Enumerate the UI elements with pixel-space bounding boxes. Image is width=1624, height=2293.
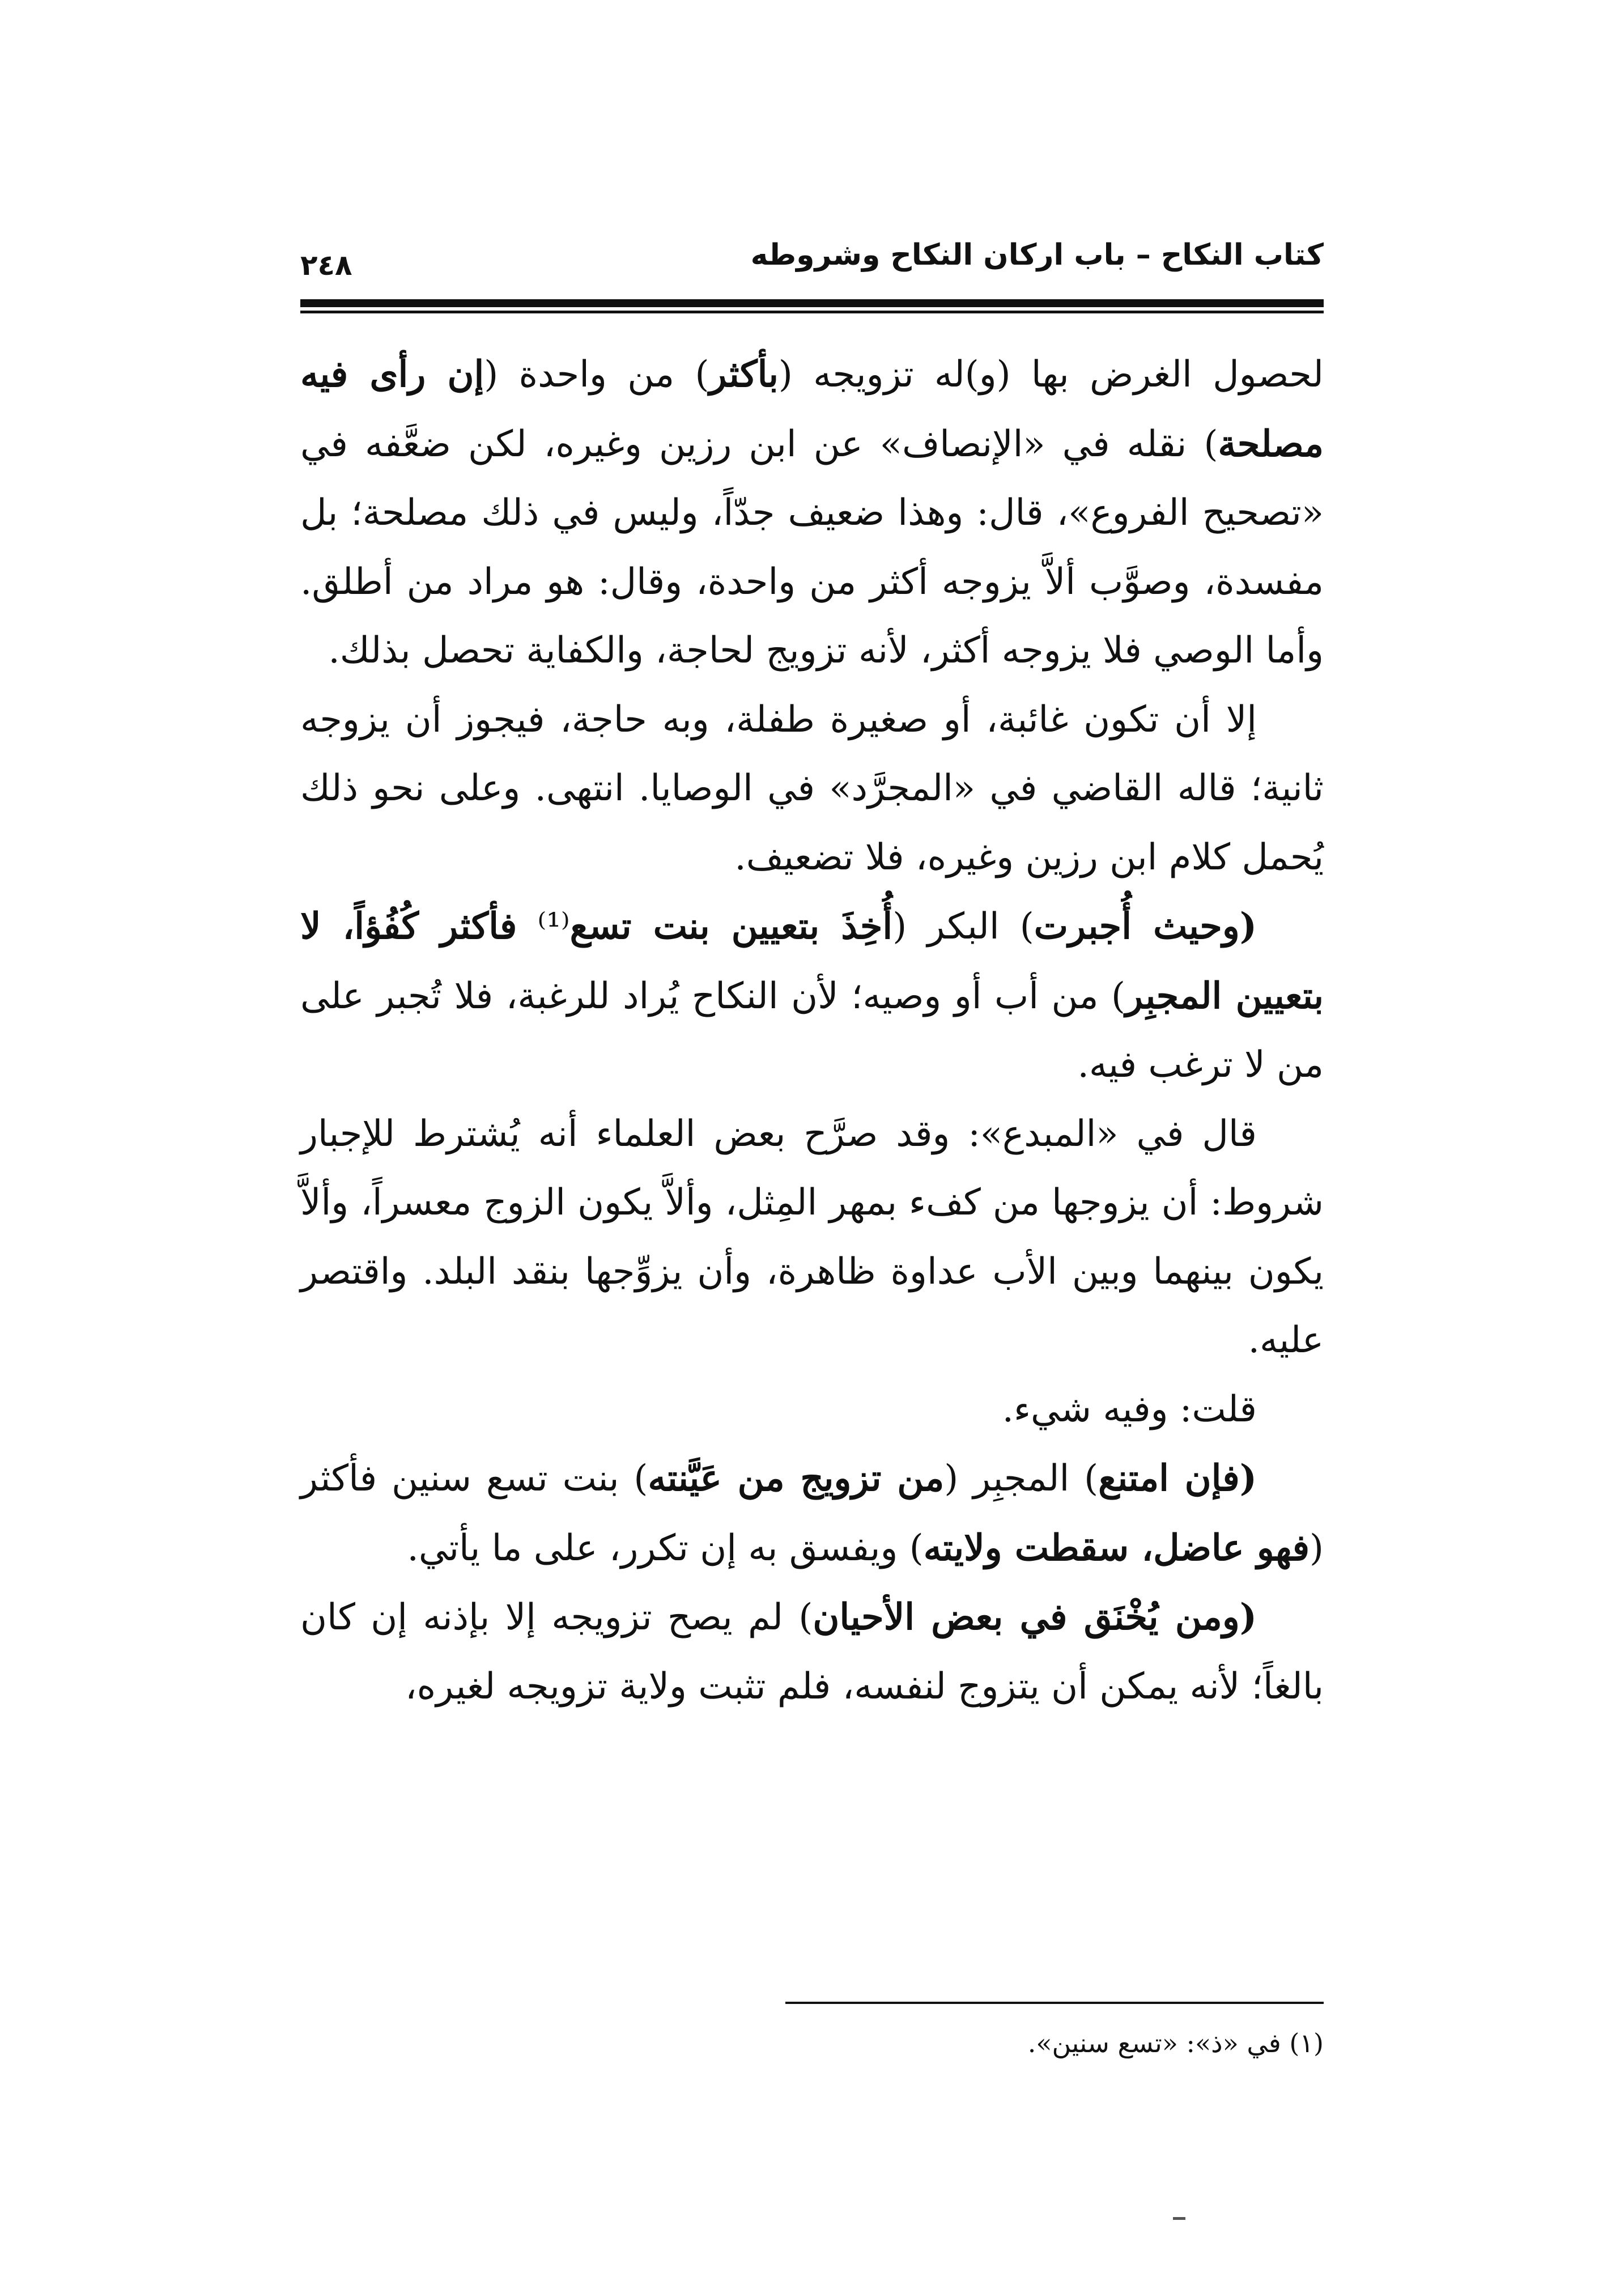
bold-text-segment: إن رأى فيه مصلحة: [300, 353, 1324, 465]
running-title: كتاب النكاح – باب اركان النكاح وشروطه: [750, 238, 1324, 272]
paragraph: [300, 1583, 1324, 1721]
scan-mark: [1173, 2217, 1185, 2220]
bold-text-segment: فهو عاضل، سقطت ولايته: [923, 1526, 1310, 1569]
bold-text-segment: أُخِذَ بتعيين بنت تسع: [569, 905, 893, 948]
text-segment: إلا أن تكون غائبة، أو صغيرة طفلة، وبه حاجة، فيجوز أن يزوجه ثانية؛ قاله القاضي في «المجرَّد» في الوصايا. انتهى. وعلى نحو ذلك يُحمل كلام ابن رزين وغيره، فلا تضعيف.: [300, 698, 1324, 878]
page-number: ٢٤٨: [300, 249, 352, 282]
paragraph: [300, 340, 1324, 686]
text-segment: ) المجبِر (: [944, 1458, 1099, 1500]
bold-text-segment: من تزويج من عَيَّنته: [648, 1457, 945, 1500]
paragraph: [300, 1444, 1324, 1583]
paragraph: [300, 1375, 1324, 1445]
paragraph: [300, 892, 1324, 1100]
text-segment: لحصول الغرض بها (و)له تزويجه (: [778, 354, 1324, 396]
bold-text-segment: (وحيث أُجبرت: [1034, 905, 1257, 948]
text-segment: ) من واحدة (: [484, 354, 709, 396]
page-header: [300, 227, 1324, 283]
text-segment: ) ويفسق به إن تكرر، على ما يأتي.: [407, 1527, 924, 1569]
header-rule: [300, 299, 1324, 316]
paragraph: [300, 686, 1324, 893]
text-segment: ⁽¹⁾: [517, 906, 570, 948]
header-rule-thin-line: [300, 311, 1324, 313]
text-segment: ) لم يصح تزويجه إلا بإذنه إن كان بالغاً؛ لأنه يمكن أن يتزوج لنفسه، فلم تثبت ولاية تزويجه لغيره،: [300, 1596, 1324, 1708]
bold-text-segment: (فإن امتنع: [1098, 1457, 1257, 1500]
paragraph: [300, 1100, 1324, 1375]
text-segment: ) البكر (: [892, 906, 1034, 948]
text-segment: قال في «المبدع»: وقد صرَّح بعض العلماء أنه يُشترط للإجبار شروط: أن يزوجها من كفء بمهر المِثل، وألاَّ يكون الزوج معسراً، وألاَّ يكون بينهما وبين الأب عداوة ظاهرة، وأن يزوِّجها بنقد البلد. واقتصر عليه.: [300, 1112, 1324, 1361]
text-segment: ) نقله في «الإنصاف» عن ابن رزين وغيره، لكن ضعَّفه في «تصحيح الفروع»، قال: وهذا ضعيف جدّاً، وليس في ذلك مصلحة؛ بل مفسدة، وصوَّب ألاَّ يزوجه أكثر من واحدة، وقال: هو مراد من أطلق. وأما الوصي فلا يزوجه أكثر، لأنه تزويج لحاجة، والكفاية تحصل بذلك.: [300, 423, 1324, 672]
bold-text-segment: بأكثر: [709, 353, 779, 396]
footnote-rule: [785, 2002, 1324, 2004]
bold-text-segment: فأكثر كُفُؤاً، لا بتعيين المجبِر: [300, 905, 1324, 1017]
text-segment: قلت: وفيه شيء.: [1002, 1388, 1257, 1430]
header-rule-thick-line: [300, 299, 1324, 307]
text-segment: ) من أب أو وصيه؛ لأن النكاح يُراد للرغبة، فلا تُجبر على من لا ترغب فيه.: [300, 975, 1324, 1086]
bold-text-segment: (ومن يُخْنَق في بعض الأحيان: [813, 1596, 1257, 1638]
text-segment: ) بنت تسع سنين فأكثر (: [300, 1458, 1324, 1569]
body-text: [300, 340, 1324, 1721]
footnote: (١) في «ذ»: «تسع سنين».: [1027, 2028, 1324, 2058]
